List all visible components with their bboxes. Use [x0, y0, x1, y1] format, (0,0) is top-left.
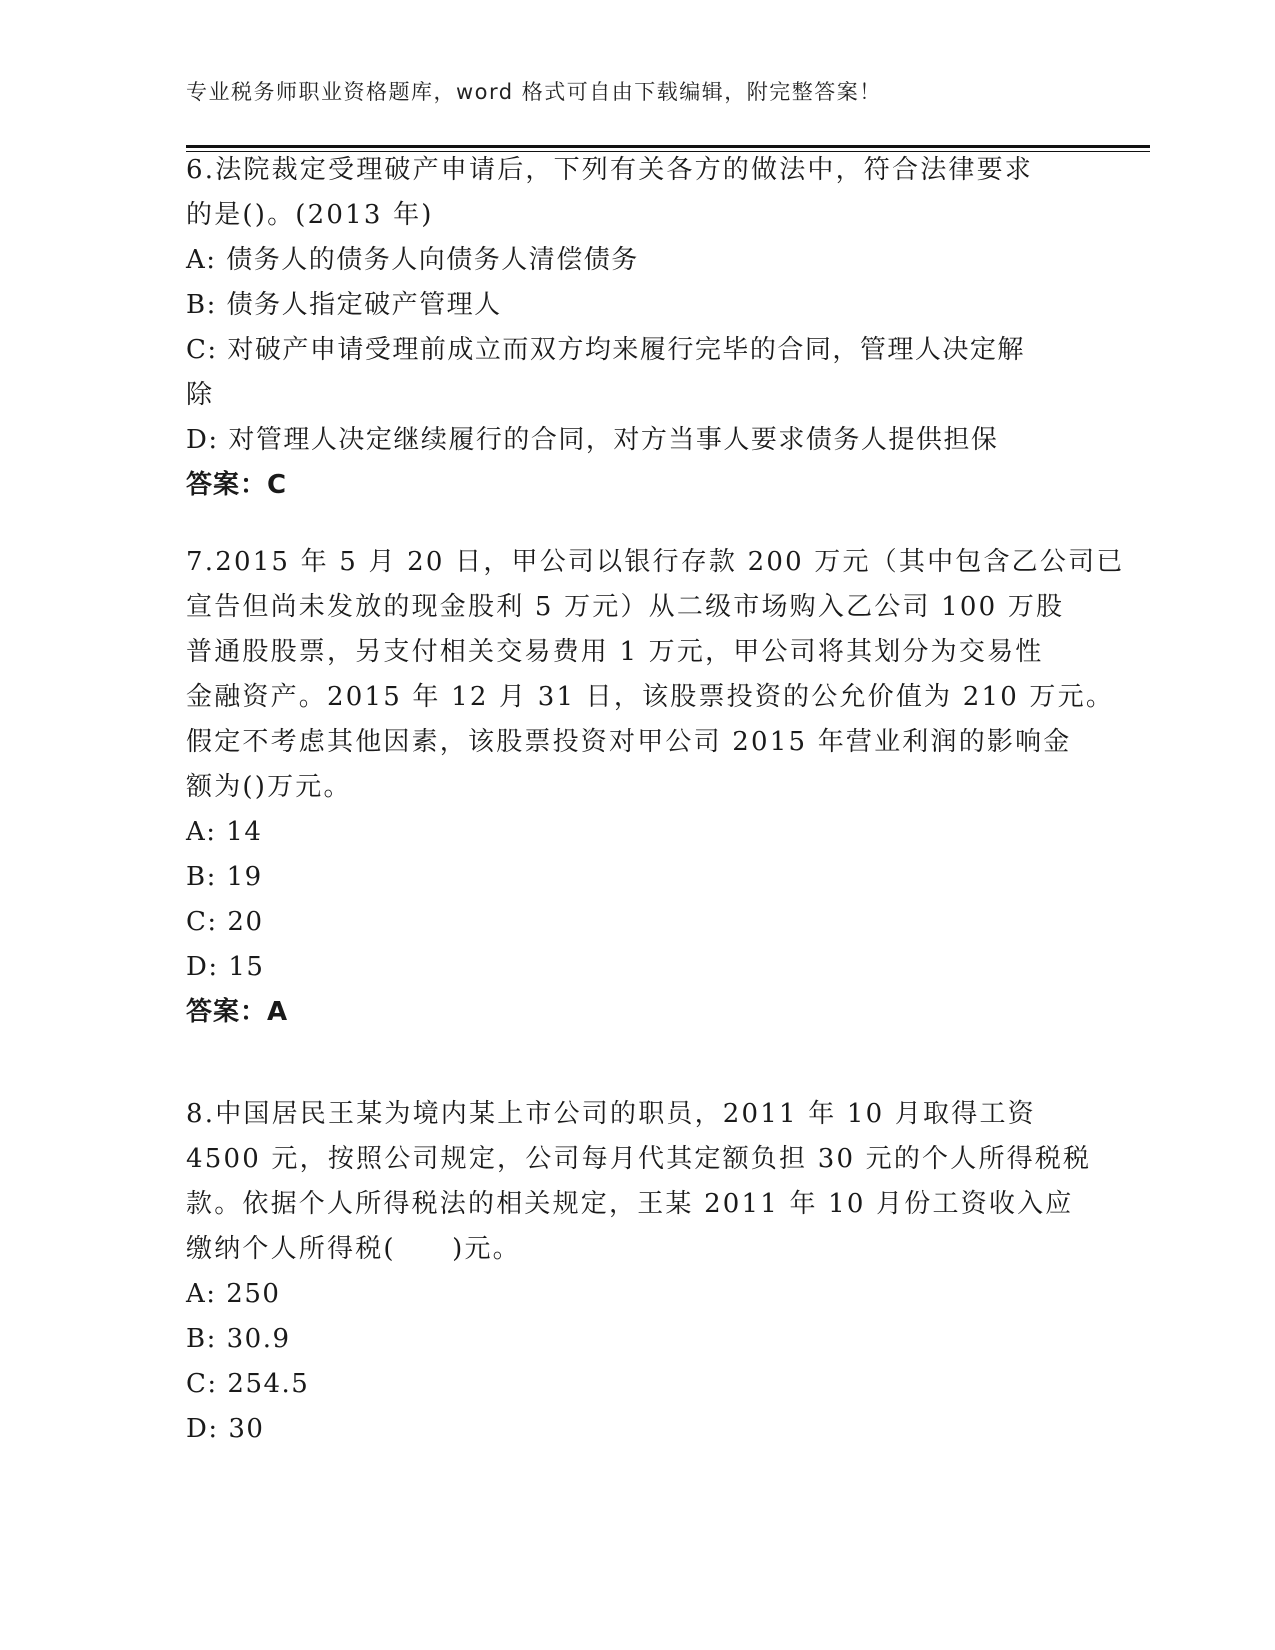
question-6-line-2: 的是()。(2013 年) — [186, 200, 434, 230]
question-7-line-1: 7.2015 年 5 月 20 日，甲公司以银行存款 200 万元（其中包含乙公司已 — [186, 547, 1125, 577]
question-7-line-2: 宣告但尚未发放的现金股利 5 万元）从二级市场购入乙公司 100 万股 — [186, 592, 1065, 622]
question-6 — [186, 148, 1086, 508]
question-7-line-6: 额为()万元。 — [186, 772, 352, 802]
question-8-option-b: B: 30.9 — [186, 1324, 291, 1354]
question-8-option-d: D: 30 — [186, 1414, 265, 1444]
question-7-line-3: 普通股股票，另支付相关交易费用 1 万元，甲公司将其划分为交易性 — [186, 637, 1044, 667]
question-6-option-d: D: 对管理人决定继续履行的合同，对方当事人要求债务人提供担保 — [186, 425, 999, 455]
question-6-option-b: B: 债务人指定破产管理人 — [186, 290, 502, 320]
question-8-line-2: 4500 元，按照公司规定，公司每月代其定额负担 30 元的个人所得税税 — [186, 1144, 1092, 1174]
question-8-line-3: 款。依据个人所得税法的相关规定，王某 2011 年 10 月份工资收入应 — [186, 1189, 1074, 1219]
question-8-option-a: A: 250 — [186, 1279, 281, 1309]
page-header-text: 专业税务师职业资格题库，word 格式可自由下载编辑，附完整答案！ — [186, 80, 882, 104]
question-8 — [186, 1092, 1092, 1452]
question-6-line-1: 6.法院裁定受理破产申请后，下列有关各方的做法中，符合法律要求 — [186, 155, 1034, 185]
question-8-option-c: C: 254.5 — [186, 1369, 310, 1399]
question-7-line-4: 金融资产。2015 年 12 月 31 日，该股票投资的公允价值为 210 万元。 — [186, 682, 1115, 712]
question-6-option-c-cont: 除 — [186, 380, 214, 410]
question-6-option-a: A: 债务人的债务人向债务人清偿债务 — [186, 245, 639, 275]
question-7-option-b: B: 19 — [186, 862, 263, 892]
question-7-option-d: D: 15 — [186, 952, 265, 982]
question-7-option-c: C: 20 — [186, 907, 264, 937]
question-7-option-a: A: 14 — [186, 817, 263, 847]
question-7 — [186, 540, 1125, 1035]
question-8-line-4: 缴纳个人所得税( )元。 — [186, 1234, 521, 1264]
question-6-option-c: C: 对破产申请受理前成立而双方均来履行完毕的合同，管理人决定解 — [186, 335, 1025, 365]
question-7-line-5: 假定不考虑其他因素，该股票投资对甲公司 2015 年营业利润的影响金 — [186, 727, 1072, 757]
question-6-answer: 答案：C — [186, 470, 288, 500]
question-7-answer: 答案：A — [186, 997, 289, 1027]
question-8-line-1: 8.中国居民王某为境内某上市公司的职员，2011 年 10 月取得工资 — [186, 1099, 1036, 1129]
